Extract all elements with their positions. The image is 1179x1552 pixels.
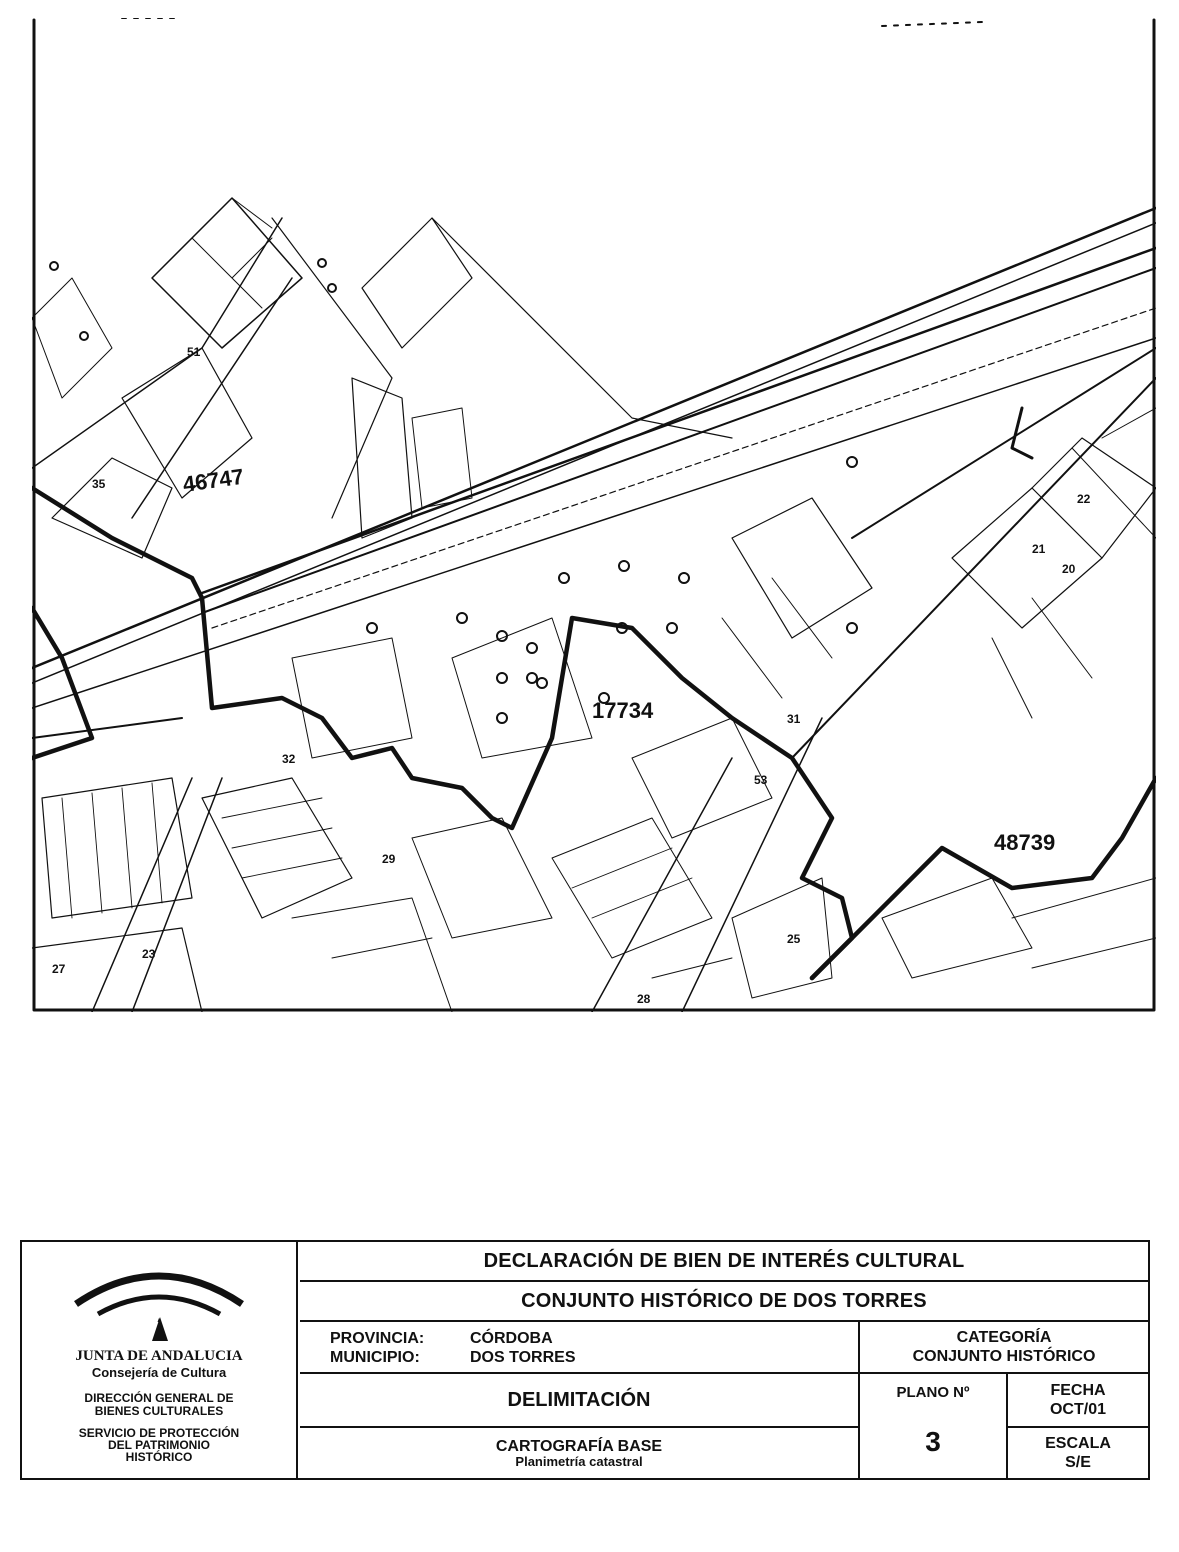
- lot-number: 35: [92, 477, 106, 491]
- municipio-value: DOS TORRES: [470, 1349, 576, 1366]
- department-name: Consejería de Cultura: [91, 1365, 227, 1380]
- lot-number: 25: [787, 932, 801, 946]
- lot-number: 28: [637, 992, 651, 1006]
- direction-line-2: BIENES CULTURALES: [94, 1404, 224, 1418]
- fecha-label: FECHA: [1050, 1382, 1106, 1399]
- municipio-label: MUNICIPIO:: [330, 1349, 420, 1366]
- junta-andalucia-logo-icon: [68, 1262, 250, 1322]
- service-line-3: HISTÓRICO: [125, 1450, 193, 1464]
- map-drawing: [32, 18, 1156, 1012]
- cartography-cell: [300, 1428, 860, 1478]
- lot-number: 20: [1062, 562, 1076, 576]
- lot-number: 22: [1077, 492, 1091, 506]
- lot-number: 51: [187, 345, 201, 359]
- plano-number: 3: [925, 1426, 941, 1457]
- org-name: JUNTA DE ANDALUCIA: [75, 1348, 243, 1364]
- provincia-value: CÓRDOBA: [470, 1330, 553, 1347]
- service-line-2: DEL PATRIMONIO: [108, 1438, 210, 1452]
- service-line-1: SERVICIO DE PROTECCIÓN: [78, 1426, 240, 1440]
- cartografia-label: CARTOGRAFÍA BASE: [495, 1437, 663, 1455]
- parcel-label: 48739: [994, 830, 1056, 855]
- parcel-label: 46747: [181, 463, 246, 497]
- lot-number: 29: [382, 852, 396, 866]
- heading-cell: [300, 1242, 1148, 1282]
- lot-number: 21: [1032, 542, 1046, 556]
- lot-number: 32: [282, 752, 296, 766]
- logo-panel: [22, 1242, 298, 1478]
- cartografia-value: Planimetría catastral: [515, 1453, 643, 1469]
- title-block: [20, 1240, 1150, 1480]
- section-cell: [300, 1374, 860, 1428]
- categoria-value: CONJUNTO HISTÓRICO: [912, 1348, 1096, 1365]
- direction-line-1: DIRECCIÓN GENERAL DE: [84, 1391, 234, 1405]
- section-title: DELIMITACIÓN: [507, 1388, 651, 1411]
- subheading-cell: [300, 1282, 1148, 1322]
- document-heading: DECLARACIÓN DE BIEN DE INTERÉS CULTURAL: [483, 1249, 965, 1272]
- lot-number: 23: [142, 947, 156, 961]
- location-cell: [300, 1322, 860, 1374]
- fecha-value: OCT/01: [1049, 1401, 1106, 1418]
- scale-cell: [1008, 1428, 1148, 1478]
- provincia-label: PROVINCIA:: [330, 1330, 425, 1347]
- plano-cell: [860, 1374, 1008, 1478]
- category-cell: [860, 1322, 1148, 1374]
- parcel-label: 17734: [592, 698, 654, 723]
- document-subheading: CONJUNTO HISTÓRICO DE DOS TORRES: [521, 1289, 927, 1312]
- date-cell: [1008, 1374, 1148, 1428]
- cadastral-map: [32, 18, 1156, 1012]
- escala-label: ESCALA: [1045, 1435, 1111, 1452]
- plano-label: PLANO Nº: [896, 1384, 970, 1401]
- lot-number: 31: [787, 712, 801, 726]
- lot-number: 27: [52, 962, 66, 976]
- lot-number: 53: [754, 773, 768, 787]
- escala-value: S/E: [1065, 1454, 1091, 1471]
- categoria-label: CATEGORÍA: [956, 1329, 1052, 1346]
- triangle-emblem-icon: [150, 1316, 170, 1342]
